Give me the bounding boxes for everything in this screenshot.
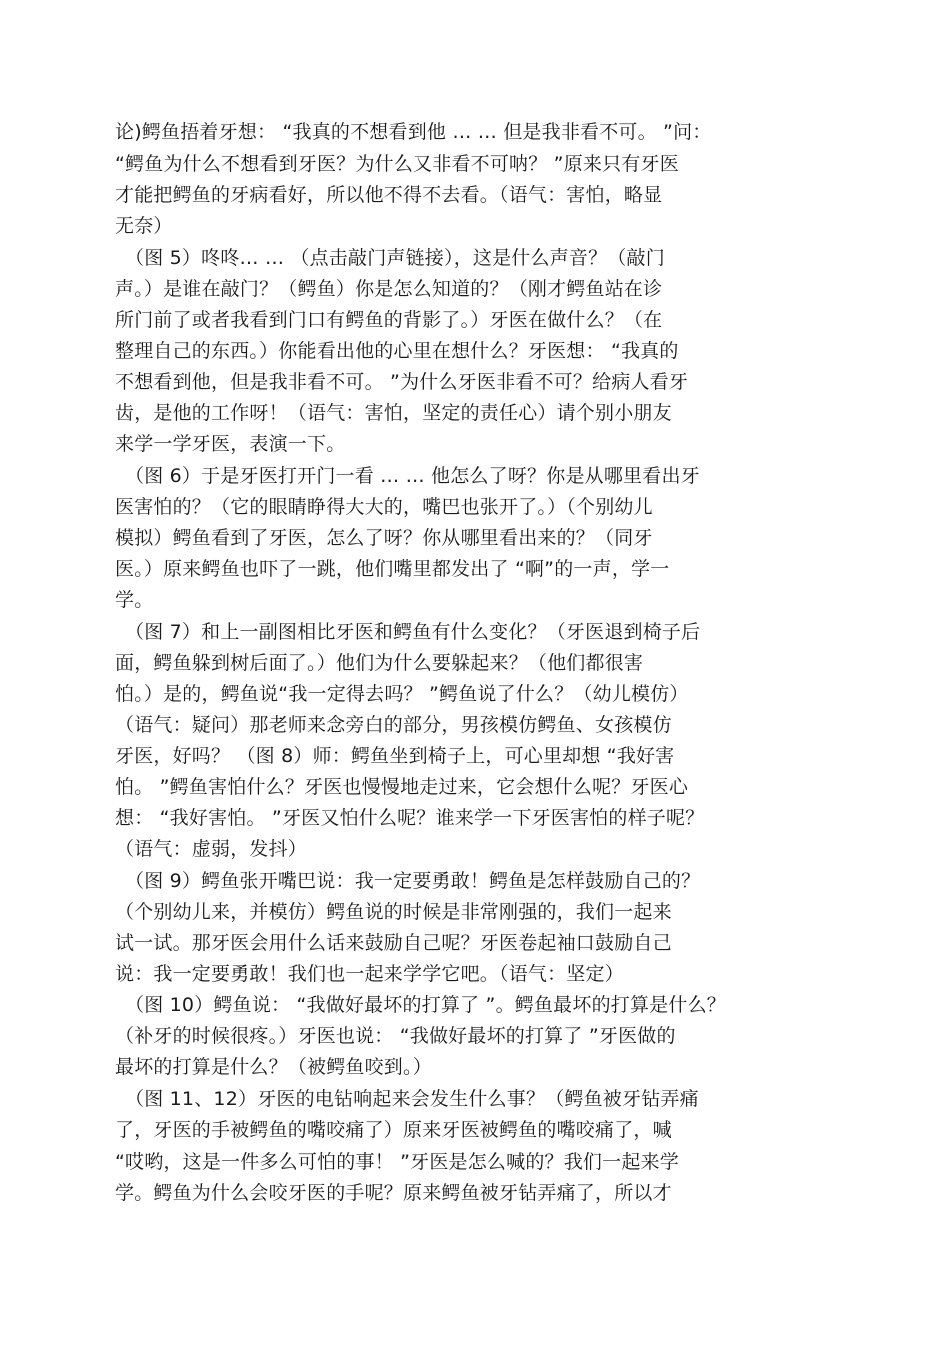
text-line: 面，鳄鱼躲到树后面了。）他们为什么要躲起来？（他们都很害 — [115, 652, 644, 674]
text-line: 不想看到他，但是我非看不可。 ”为什么牙医非看不可？给病人看牙 — [115, 371, 689, 393]
text-line: 模拟）鳄鱼看到了牙医，怎么了呀？你从哪里看出来的？（同牙 — [115, 527, 653, 549]
text-line: 怕。）是的，鳄鱼说“我一定得去吗？ ”鳄鱼说了什么？（幼儿模仿） — [115, 683, 689, 705]
text-line: （语气：虚弱，发抖） — [115, 838, 308, 860]
text-line: 无奈） — [115, 215, 173, 237]
text-line: 医。）原来鳄鱼也吓了一跳，他们嘴里都发出了 “啊”的一声，学一 — [115, 558, 670, 580]
text-line: “鳄鱼为什么不想看到牙医？为什么又非看不可呐？ ”原来只有牙医 — [115, 153, 679, 175]
text-line: 了，牙医的手被鳄鱼的嘴咬痛了）原来牙医被鳄鱼的嘴咬痛了，喊 — [115, 1119, 672, 1141]
text-line: 说：我一定要勇敢！我们也一起来学学它吧。（语气：坚定） — [115, 963, 624, 985]
text-line: （图 10）鳄鱼说： “我做好最坏的打算了 ”。鳄鱼最坏的打算是什么？ — [125, 994, 726, 1016]
text-line: 整理自己的东西。）你能看出他的心里在想什么？牙医想： “我真的 — [115, 340, 679, 362]
text-line: （语气：疑问）那老师来念旁白的部分，男孩模仿鳄鱼、女孩模仿 — [115, 714, 672, 736]
text-line: 学。 — [115, 589, 154, 611]
text-line: 学。鳄鱼为什么会咬牙医的手呢？原来鳄鱼被牙钻弄痛了，所以才 — [115, 1182, 672, 1204]
text-line: 试一试。那牙医会用什么话来鼓励自己呢？牙医卷起袖口鼓励自己 — [115, 932, 672, 954]
text-line: 论)鳄鱼捂着牙想： “我真的不想看到他 … … 但是我非看不可。 ”问： — [115, 121, 712, 143]
text-line: 声。）是谁在敲门？（鳄鱼）你是怎么知道的？（刚才鳄鱼站在诊 — [115, 278, 663, 300]
text-line: （补牙的时候很疼。）牙医也说： “我做好最坏的打算了 ”牙医做的 — [115, 1025, 676, 1047]
text-line: 最坏的打算是什么？（被鳄鱼咬到。） — [115, 1056, 432, 1078]
text-line: 牙医，好吗？ （图 8）师：鳄鱼坐到椅子上，可心里却想 “我好害 — [115, 745, 675, 767]
text-line: 才能把鳄鱼的牙病看好，所以他不得不去看。（语气：害怕，略显 — [115, 184, 663, 206]
text-line: （图 11、12）牙医的电钻响起来会发生什么事？（鳄鱼被牙钻弄痛 — [125, 1088, 699, 1110]
text-line: “哎哟，这是一件多么可怕的事！ ”牙医是怎么喊的？我们一起来学 — [115, 1151, 679, 1173]
text-line: 想： “我好害怕。 ”牙医又怕什么呢？谁来学一下牙医害怕的样子呢？ — [115, 807, 705, 829]
text-line: 怕。 ”鳄鱼害怕什么？牙医也慢慢地走过来，它会想什么呢？牙医心 — [115, 776, 689, 798]
text-line: （图 6）于是牙医打开门一看 … … 他怎么了呀？你是从哪里看出牙 — [125, 465, 700, 487]
text-line: 医害怕的？（它的眼睛睁得大大的，嘴巴也张开了。）（个别幼儿 — [115, 496, 653, 518]
text-line: （图 7）和上一副图相比牙医和鳄鱼有什么变化？（牙医退到椅子后 — [125, 621, 701, 643]
text-line: （图 5）咚咚… … （点击敲门声链接），这是什么声音？（敲门 — [125, 247, 665, 269]
text-line: 所门前了或者我看到门口有鳄鱼的背影了。）牙医在做什么？（在 — [115, 309, 663, 331]
text-line: 来学一学牙医，表演一下。 — [115, 433, 346, 455]
text-line: （图 9）鳄鱼张开嘴巴说：我一定要勇敢！鳄鱼是怎样鼓励自己的？ — [125, 870, 701, 892]
text-line: （个别幼儿来，并模仿）鳄鱼说的时候是非常刚强的，我们一起来 — [115, 901, 672, 923]
text-line: 齿，是他的工作呀！（语气：害怕，坚定的责任心）请个别小朋友 — [115, 402, 672, 424]
